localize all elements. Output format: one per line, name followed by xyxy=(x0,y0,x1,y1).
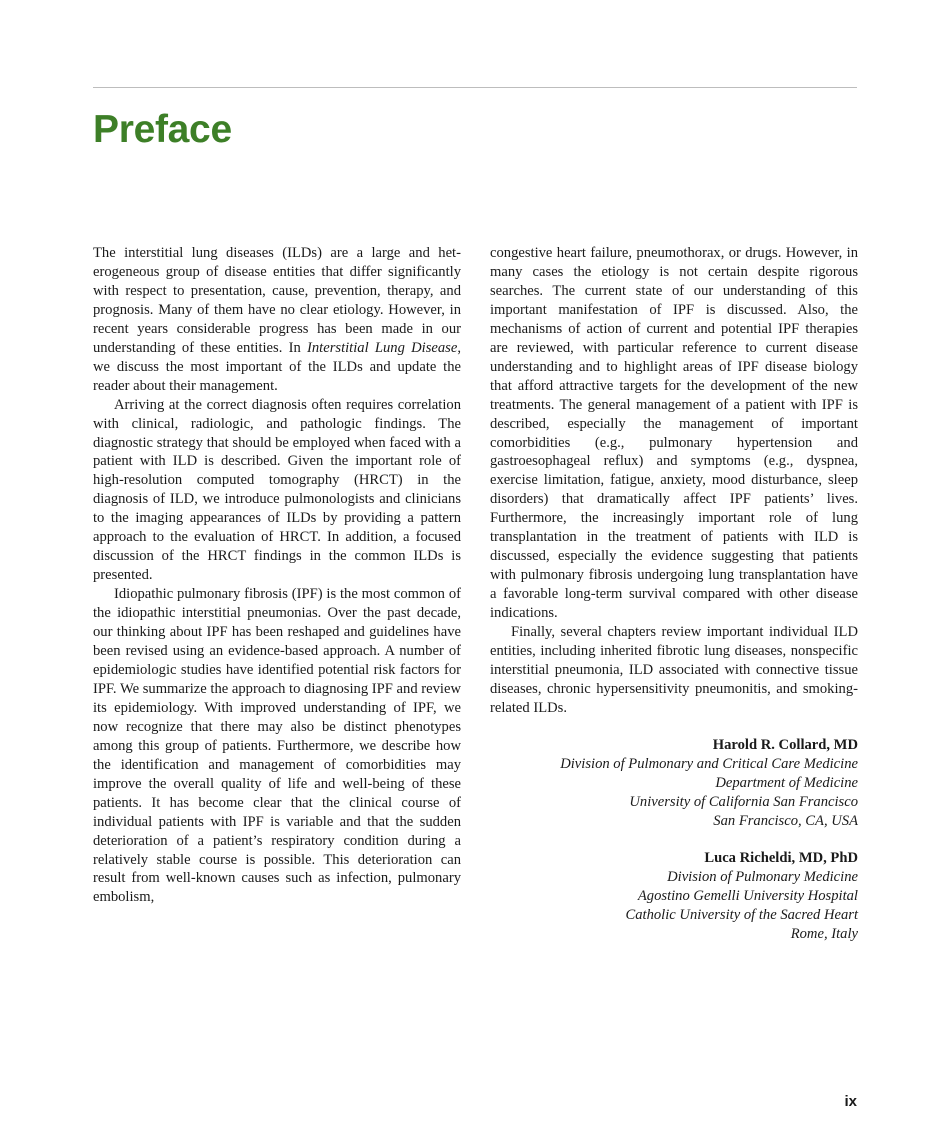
author-affiliation: Rome, Italy xyxy=(790,925,858,942)
author-name: Harold R. Collard, MD xyxy=(712,736,858,753)
paragraph-ipf: Idiopathic pulmonary fibrosis (IPF) is the most common of the idiopathic interstitial pneumonias. Over the past decade, our thinking about IPF has been reshaped and guidelines have been revised using an evidence-based approach. A number of epidemiologic studies have identified potential risk factors for IPF. We summarize the approach to diagnosing IPF and review its epidemiology. With improved understanding of IPF, we now recognize that there may also be distinct phenotypes among this group of patients. Furthermore, we describe how the identification and management of comorbidities may improve the overall quality of life and well-being of these patients. It has become clear that the clinical course of individual patients with IPF is variable and that the sudden deterioration of a patient’s respiratory condition during a relatively stable course is possible. This deterioration can result from well-known causes such as infection, pulmonary embolism, xyxy=(93,586,461,906)
left-text-column xyxy=(93,244,461,907)
paragraph-diagnosis: Arriving at the correct diagnosis often requires correlation with clinical, radiologic, and pathologic findings. The diagnostic strategy that should be employed when faced with a patient with ILD is described. Given the important role of high-resolution computed tomography (HRCT) in the diagnosis of ILD, we introduce pulmonologists and clinicians to the imaging appearances of ILDs by providing a pattern approach to the evaluation of HRCT. In addition, a focused discussion of the HRCT findings in the common ILDs is presented. xyxy=(93,396,461,584)
paragraph-ipf-continued: congestive heart failure, pneumothorax, or drugs. However, in many cases the etiology is not certain despite rigorous searches. The current state of our understanding of this important manifestation of IPF is discussed. Also, the mechanisms of action of current and potential IPF therapies are reviewed, with particular reference to current disease understanding and to highlight areas of IPF disease biology that afford attractive targets for the development of the new treatments. The general management of a patient with IPF is described, especially the management of important comorbidities (e.g., pulmonary hypertension and gastroesophageal reflux) and symptoms (e.g., dyspnea, exercise limitation, fatigue, anxiety, mood disturbance, sleep disorders) that dramatically affect IPF patients’ lives. Furthermore, the increasingly important role of lung transplantation in the treatment of patients with ILD is discussed, especially the evidence suggesting that patients with pulmonary fibrosis undergoing lung transplantation have a favorable long-term survival compared with other disease indications. xyxy=(490,245,858,622)
page-number: ix xyxy=(844,1093,857,1110)
signature-block xyxy=(490,736,858,831)
signature-block xyxy=(490,849,858,944)
paragraph-intro xyxy=(93,244,461,396)
paragraph-intro-part-b: , we discuss the most important of the ILDs and update the reader about their management. xyxy=(93,339,461,394)
author-affiliation: Catholic University of the Sacred Heart xyxy=(625,906,858,923)
book-title-italic: Interstitial Lung Disease xyxy=(307,339,458,356)
author-affiliation: Department of Medicine xyxy=(715,774,858,791)
author-affiliation: Division of Pulmonary Medicine xyxy=(667,868,858,885)
author-affiliation: University of California San Francisco xyxy=(629,793,858,810)
page-title: Preface xyxy=(93,108,232,151)
author-affiliation: San Francisco, CA, USA xyxy=(713,812,858,829)
header-rule xyxy=(93,87,857,88)
author-affiliation: Division of Pulmonary and Critical Care Medicine xyxy=(560,755,858,772)
paragraph-intro-part-a: The interstitial lung diseases (ILDs) are a large and heterogeneous group of disease entities that differ significantly with respect to presentation, cause, prevention, therapy, and prognosis. Many of them have no clear etiology. However, in recent years considerable progress has been made in our understanding of these entities. In xyxy=(93,245,461,356)
author-name: Luca Richeldi, MD, PhD xyxy=(704,849,858,866)
right-text-column xyxy=(490,244,858,943)
author-affiliation: Agostino Gemelli University Hospital xyxy=(637,887,858,904)
paragraph-chapters: Finally, several chapters review important individual ILD entities, including inherited fibrotic lung diseases, nonspecific interstitial pneumonia, ILD associated with connective tissue diseases, chronic hypersensitivity pneumonitis, and smoking-related ILDs. xyxy=(490,624,858,716)
